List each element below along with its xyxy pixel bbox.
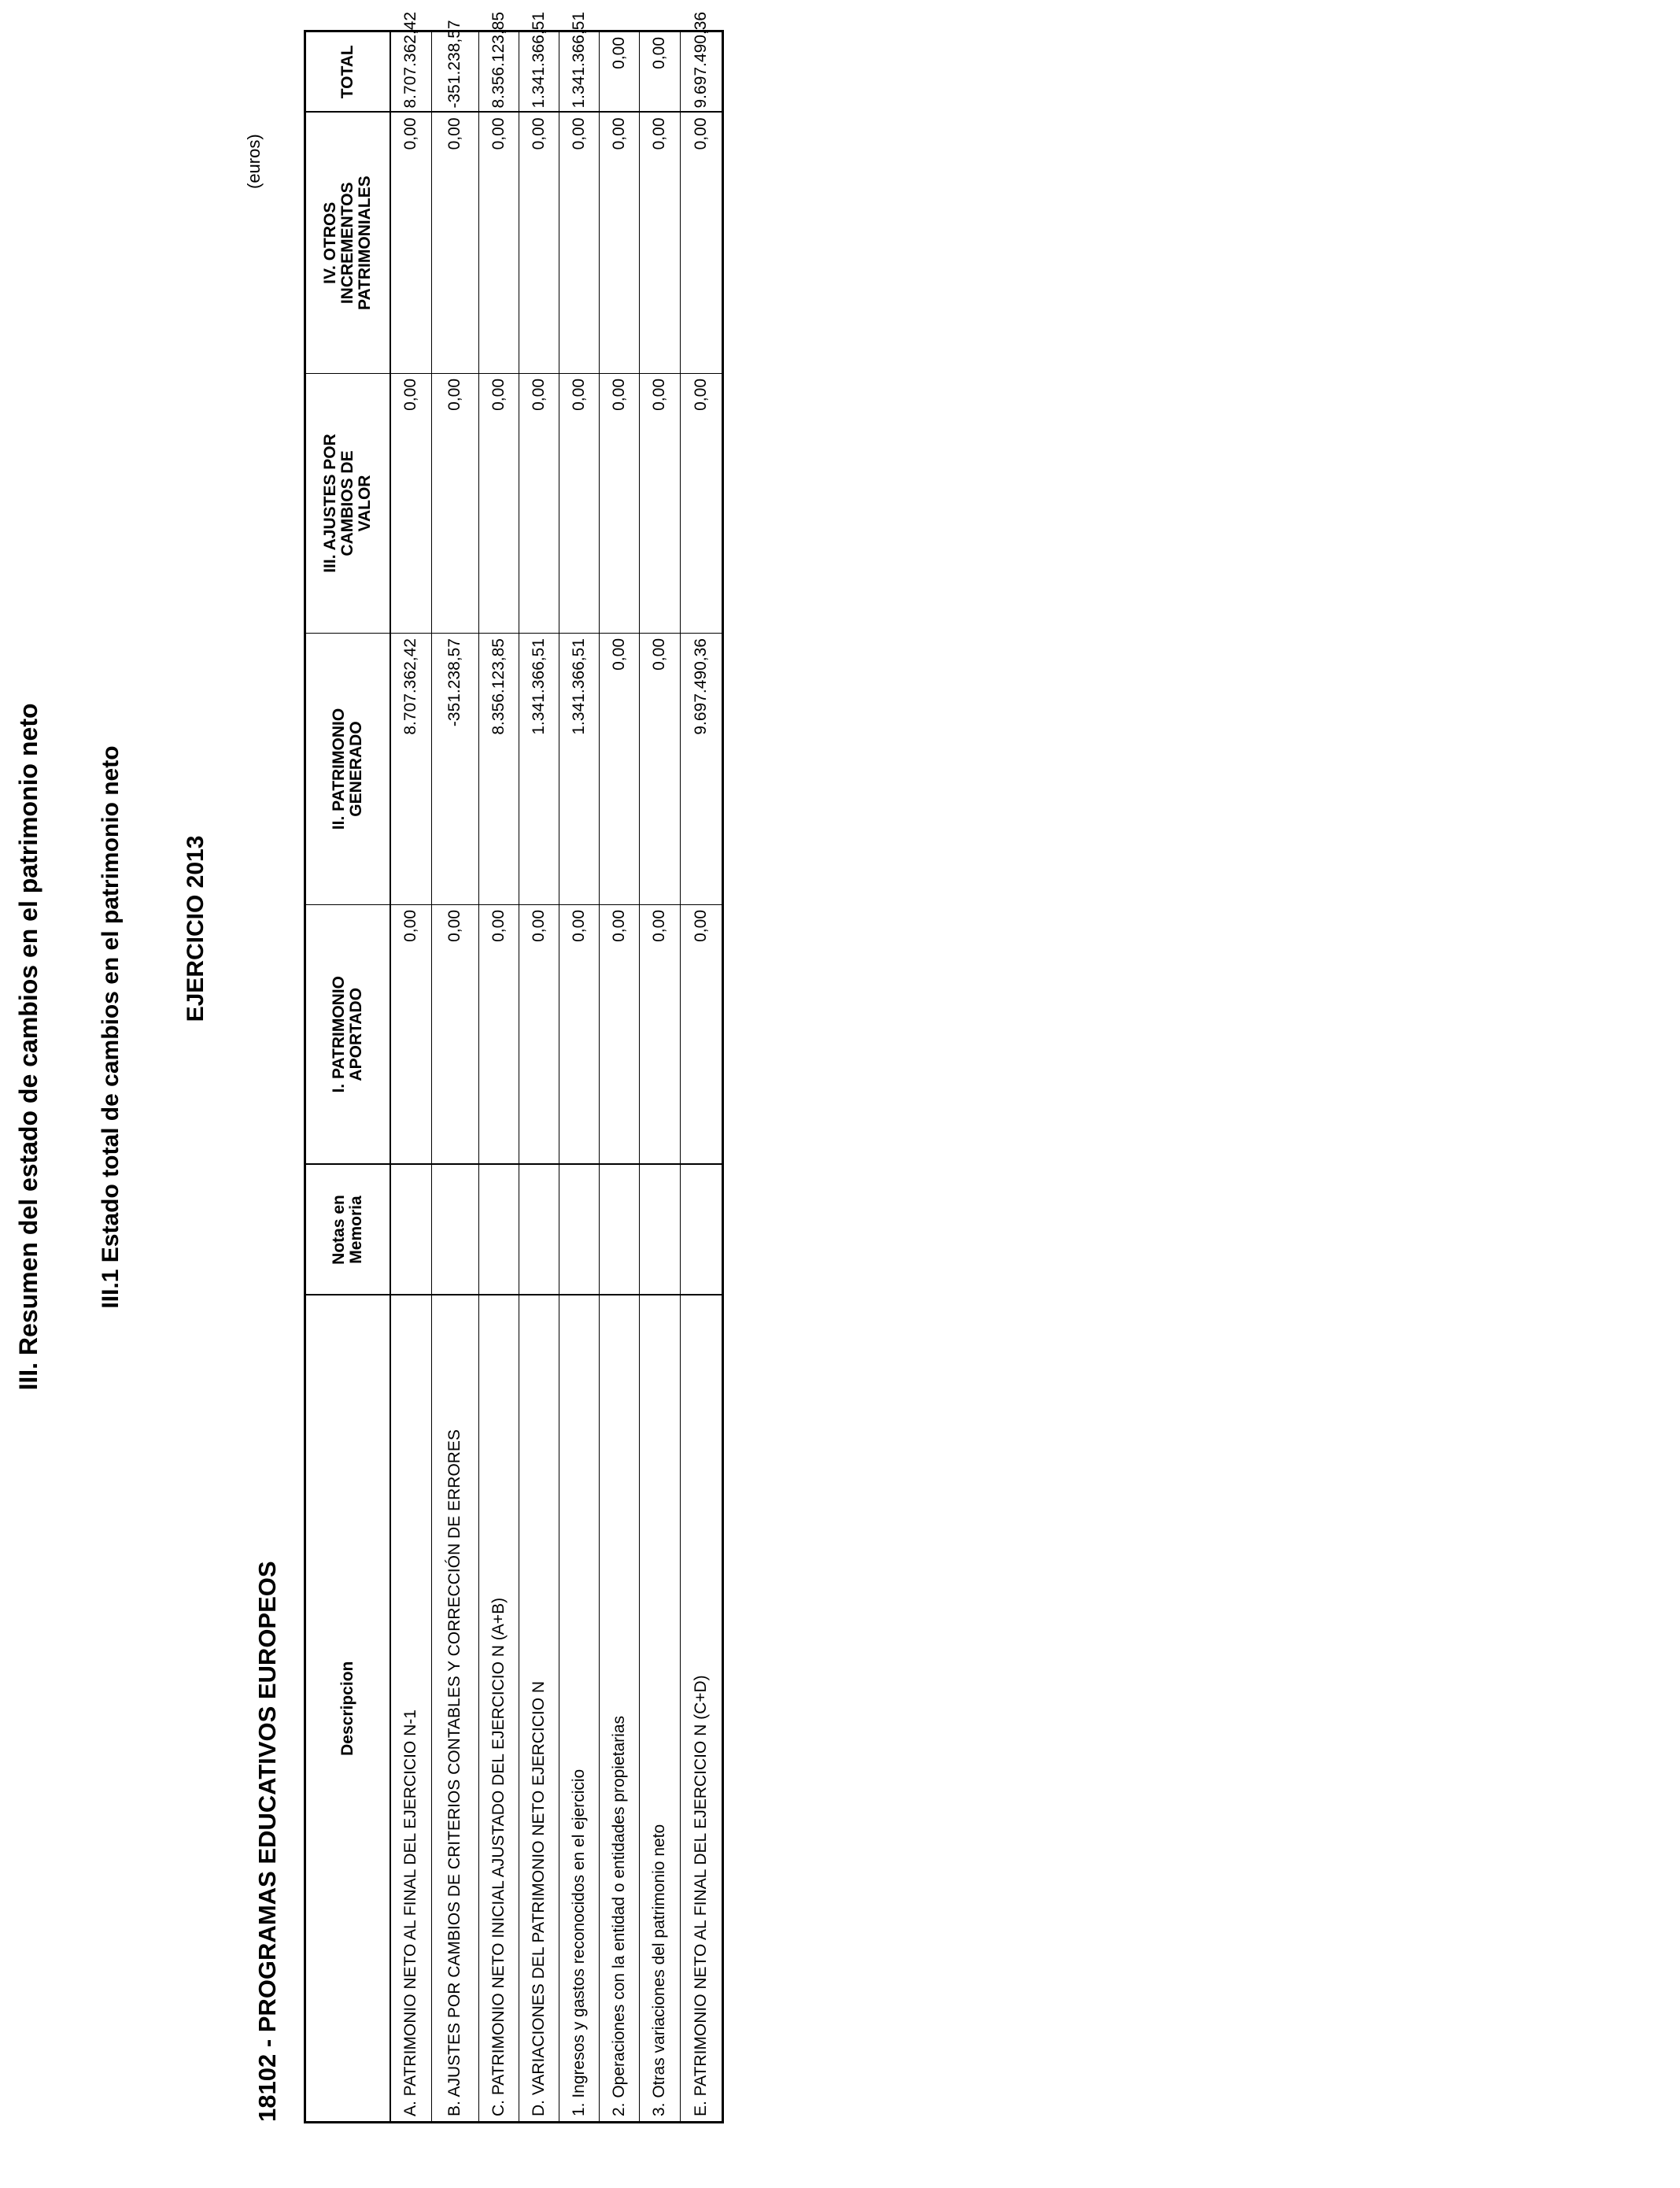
- cell-total: 1.341.366,51: [519, 32, 559, 113]
- cell-total: -351.238,57: [431, 32, 478, 113]
- cell-otros: 0,00: [680, 113, 722, 374]
- cell-otros: 0,00: [478, 113, 519, 374]
- cell-generado: 1.341.366,51: [559, 634, 599, 905]
- table-row: [431, 32, 478, 2122]
- cell-otros: 0,00: [519, 113, 559, 374]
- header-notas: Notas en Memoria: [306, 1165, 391, 1295]
- cell-total: 8.707.362,42: [390, 32, 431, 113]
- cell-notas: [431, 1165, 478, 1295]
- cell-descripcion: 3. Otras variaciones del patrimonio neto: [639, 1295, 680, 2122]
- cell-total: 8.356.123,85: [478, 32, 519, 113]
- table-header-row: [306, 32, 391, 2122]
- units-label: (euros): [244, 134, 264, 189]
- cell-aportado: 0,00: [431, 905, 478, 1165]
- cell-generado: 9.697.490,36: [680, 634, 722, 905]
- cell-notas: [519, 1165, 559, 1295]
- cell-ajustes: 0,00: [559, 374, 599, 634]
- sub-title: III.1 Estado total de cambios en el patrimonio neto: [98, 745, 124, 1309]
- cell-aportado: 0,00: [519, 905, 559, 1165]
- header-descripcion: Descripcion: [306, 1295, 391, 2122]
- cell-aportado: 0,00: [639, 905, 680, 1165]
- cell-generado: 8.707.362,42: [390, 634, 431, 905]
- cell-otros: 0,00: [559, 113, 599, 374]
- cell-aportado: 0,00: [599, 905, 639, 1165]
- header-total: TOTAL: [306, 32, 391, 113]
- cell-total: 0,00: [639, 32, 680, 113]
- cell-descripcion: 2. Operaciones con la entidad o entidades propietarias: [599, 1295, 639, 2122]
- cell-notas: [639, 1165, 680, 1295]
- cell-total: 1.341.366,51: [559, 32, 599, 113]
- cell-notas: [680, 1165, 722, 1295]
- cell-aportado: 0,00: [680, 905, 722, 1165]
- cell-ajustes: 0,00: [599, 374, 639, 634]
- cell-descripcion: A. PATRIMONIO NETO AL FINAL DEL EJERCICIO N-1: [390, 1295, 431, 2122]
- cell-aportado: 0,00: [559, 905, 599, 1165]
- cell-descripcion: D. VARIACIONES DEL PATRIMONIO NETO EJERCICIO N: [519, 1295, 559, 2122]
- cell-notas: [390, 1165, 431, 1295]
- cell-generado: 0,00: [599, 634, 639, 905]
- cell-generado: 8.356.123,85: [478, 634, 519, 905]
- header-generado: II. PATRIMONIO GENERADO: [306, 634, 391, 905]
- cell-aportado: 0,00: [478, 905, 519, 1165]
- cell-total: 0,00: [599, 32, 639, 113]
- cell-ajustes: 0,00: [431, 374, 478, 634]
- cell-otros: 0,00: [639, 113, 680, 374]
- table-row: [519, 32, 559, 2122]
- header-aportado: I. PATRIMONIO APORTADO: [306, 905, 391, 1165]
- cell-aportado: 0,00: [390, 905, 431, 1165]
- cell-generado: -351.238,57: [431, 634, 478, 905]
- entity-title: 18102 - PROGRAMAS EDUCATIVOS EUROPEOS: [253, 1561, 281, 2122]
- table-row: [599, 32, 639, 2122]
- cell-generado: 1.341.366,51: [519, 634, 559, 905]
- cell-notas: [478, 1165, 519, 1295]
- cell-otros: 0,00: [431, 113, 478, 374]
- cell-descripcion: B. AJUSTES POR CAMBIOS DE CRITERIOS CONTABLES Y CORRECCIÓN DE ERRORES: [431, 1295, 478, 2122]
- table-row: [639, 32, 680, 2122]
- table-row: [390, 32, 431, 2122]
- cell-ajustes: 0,00: [390, 374, 431, 634]
- cell-otros: 0,00: [390, 113, 431, 374]
- table-body: [390, 11, 722, 2122]
- cell-ajustes: 0,00: [680, 374, 722, 634]
- cell-ajustes: 0,00: [639, 374, 680, 634]
- main-title: III. Resumen del estado de cambios en el patrimonio neto: [14, 703, 42, 1391]
- cell-ajustes: 0,00: [519, 374, 559, 634]
- cell-notas: [599, 1165, 639, 1295]
- cell-descripcion: C. PATRIMONIO NETO INICIAL AJUSTADO DEL EJERCICIO N (A+B): [478, 1295, 519, 2122]
- table-row: [478, 32, 519, 2122]
- table-row: [559, 32, 599, 2122]
- cell-descripcion: 1. Ingresos y gastos reconocidos en el ejercicio: [559, 1295, 599, 2122]
- fiscal-year-title: EJERCICIO 2013: [183, 835, 209, 1022]
- cell-otros: 0,00: [599, 113, 639, 374]
- header-otros: IV. OTROS INCREMENTOS PATRIMONIALES: [306, 113, 391, 374]
- cell-generado: 0,00: [639, 634, 680, 905]
- cell-ajustes: 0,00: [478, 374, 519, 634]
- cell-notas: [559, 1165, 599, 1295]
- cell-descripcion: E. PATRIMONIO NETO AL FINAL DEL EJERCICIO N (C+D): [680, 1295, 722, 2122]
- changes-in-equity-table: [305, 11, 722, 2122]
- cell-total: 9.697.490,36: [680, 32, 722, 113]
- header-ajustes: III. AJUSTES POR CAMBIOS DE VALOR: [306, 374, 391, 634]
- table-row: [680, 32, 722, 2122]
